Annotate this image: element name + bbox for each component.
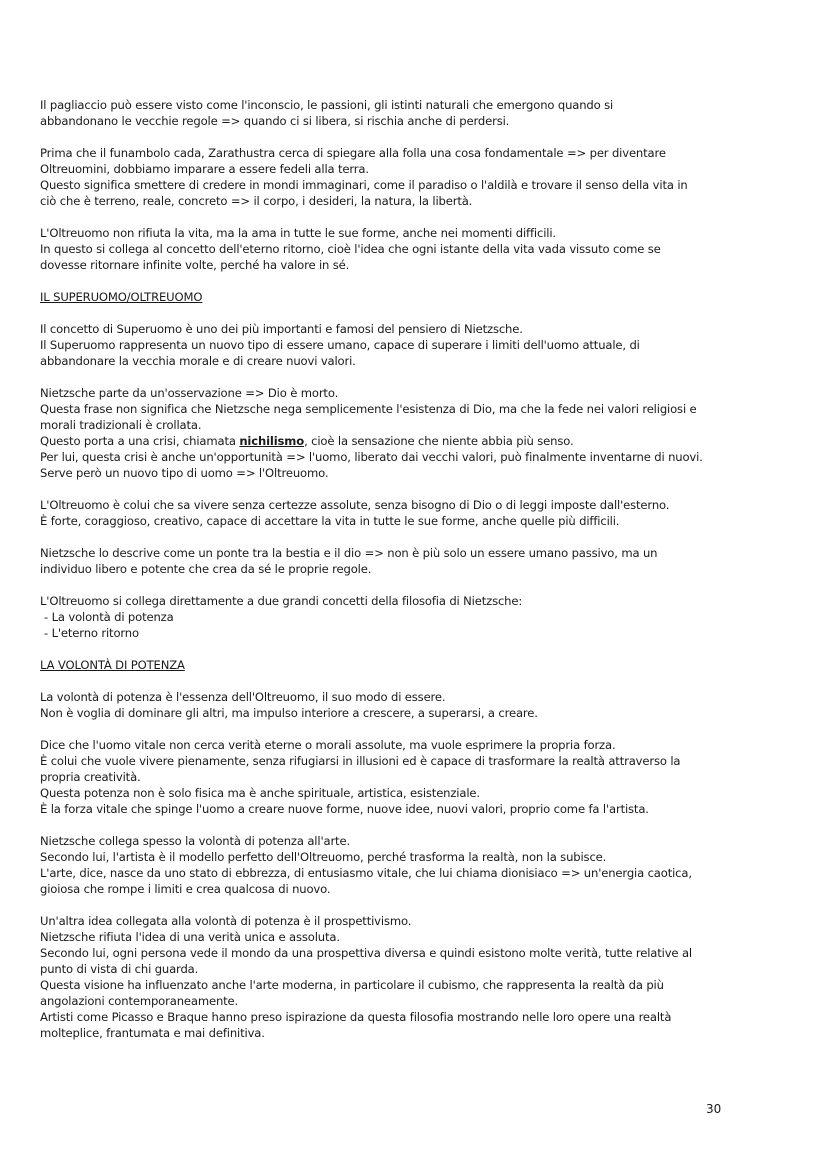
text-line: L'arte, dice, nasce da uno stato di ebbrezza, di entusiasmo vitale, che lui chiama dionisiaco => un'energia caotica, [40,866,692,880]
text-line: gioiosa che rompe i limiti e crea qualcosa di nuovo. [40,882,331,896]
text-line: individuo libero e potente che crea da sé le proprie regole. [40,562,372,576]
paragraph-superuomo-concetto [40,321,796,369]
paragraph-funambolo [40,145,796,209]
text-line: Oltreuomini, dobbiamo imparare a essere fedeli alla terra. [40,162,369,176]
paragraph-pagliaccio [40,97,796,129]
text-line: In questo si collega al concetto dell'eterno ritorno, cioè l'idea che ogni istante della vita vada vissuto come se [40,242,661,256]
paragraph-dio-morto [40,385,796,481]
text-line: Non è voglia di dominare gli altri, ma impulso interiore a crescere, a superarsi, a creare. [40,706,538,720]
concepts-list [40,609,796,641]
text-line: punto di vista di chi guarda. [40,962,199,976]
text-line-nichilismo [40,433,796,449]
text-line: Prima che il funambolo cada, Zarathustra cerca di spiegare alla folla una cosa fondamentale => per diventare [40,146,666,160]
keyword-nichilismo: nichilismo [239,434,305,448]
text-line: Nietzsche collega spesso la volontà di potenza all'arte. [40,834,350,848]
section-heading-volonta-potenza: LA VOLONTÀ DI POTENZA [40,658,185,672]
text-fragment: , cioè la sensazione che niente abbia più senso. [304,434,574,448]
text-line: È la forza vitale che spinge l'uomo a creare nuove forme, nuove idee, nuovi valori, proprio come fa l'artista. [40,802,649,816]
text-fragment: Questo porta a una crisi, chiamata [40,434,240,448]
text-line: Un'altra idea collegata alla volontà di potenza è il prospettivismo. [40,914,412,928]
page-number: 30 [706,1102,722,1116]
paragraph-concetti [40,593,796,641]
text-line: Il Superuomo rappresenta un nuovo tipo di essere umano, capace di superare i limiti dell'uomo attuale, di [40,338,640,352]
text-line: molteplice, frantumata e mai definitiva. [40,1026,265,1040]
paragraph-ponte [40,545,796,577]
paragraph-uomo-vitale [40,737,796,817]
paragraph-prospettivismo [40,913,796,1041]
text-line: L'Oltreuomo è colui che sa vivere senza certezze assolute, senza bisogno di Dio o di leggi imposte dall'esterno. [40,498,670,512]
text-line: propria creatività. [40,770,141,784]
list-item: - L'eterno ritorno [44,626,139,640]
text-line: morali tradizionali è crollata. [40,418,202,432]
text-line: Questa visione ha influenzato anche l'arte moderna, in particolare il cubismo, che rappresenta la realtà da più [40,978,664,992]
page-content [40,97,796,1057]
text-line: L'Oltreuomo si collega direttamente a due grandi concetti della filosofia di Nietzsche: [40,594,523,608]
text-line: abbandonare la vecchia morale e di creare nuovi valori. [40,354,356,368]
paragraph-oltreuomo-vita [40,225,796,273]
section-heading-superuomo: IL SUPERUOMO/OLTREUOMO [40,290,203,304]
text-line: Artisti come Picasso e Braque hanno preso ispirazione da questa filosofia mostrando nelle loro opere una realtà [40,1010,672,1024]
text-line: abbandonano le vecchie regole => quando ci si libera, si rischia anche di perdersi. [40,114,510,128]
text-line: Il concetto di Superuomo è uno dei più importanti e famosi del pensiero di Nietzsche. [40,322,523,336]
text-line: Nietzsche rifiuta l'idea di una verità unica e assoluta. [40,930,340,944]
text-line: È forte, coraggioso, creativo, capace di accettare la vita in tutte le sue forme, anche quelle più difficili. [40,514,620,528]
text-line: Il pagliaccio può essere visto come l'inconscio, le passioni, gli istinti naturali che emergono quando si [40,98,614,112]
text-line: dovesse ritornare infinite volte, perché ha valore in sé. [40,258,350,272]
text-line: Per lui, questa crisi è anche un'opportunità => l'uomo, liberato dai vecchi valori, può finalmente inventarne di nuovi. [40,450,703,464]
paragraph-arte [40,833,796,897]
text-line: Nietzsche lo descrive come un ponte tra la bestia e il dio => non è più solo un essere umano passivo, ma un [40,546,658,560]
text-line: angolazioni contemporaneamente. [40,994,239,1008]
paragraph-oltreuomo-certezze [40,497,796,529]
text-line: L'Oltreuomo non rifiuta la vita, ma la ama in tutte le sue forme, anche nei momenti difficili. [40,226,556,240]
text-line: La volontà di potenza è l'essenza dell'Oltreuomo, il suo modo di essere. [40,690,446,704]
text-line: Secondo lui, ogni persona vede il mondo da una prospettiva diversa e quindi esistono molte verità, tutte relative al [40,946,692,960]
text-line: Secondo lui, l'artista è il modello perfetto dell'Oltreuomo, perché trasforma la realtà, non la subisce. [40,850,607,864]
text-line: Questa frase non significa che Nietzsche nega semplicemente l'esistenza di Dio, ma che la fede nei valori religiosi e [40,402,697,416]
text-line: È colui che vuole vivere pienamente, senza rifugiarsi in illusioni ed è capace di trasformare la realtà attraverso la [40,754,681,768]
text-line: ciò che è terreno, reale, concreto => il corpo, i desideri, la natura, la libertà. [40,194,473,208]
text-line: Questo significa smettere di credere in mondi immaginari, come il paradiso o l'aldilà e trovare il senso della vita in [40,178,688,192]
paragraph-volonta-essenza [40,689,796,721]
text-line: Serve però un nuovo tipo di uomo => l'Oltreuomo. [40,466,329,480]
text-line: Questa potenza non è solo fisica ma è anche spirituale, artistica, esistenziale. [40,786,480,800]
text-line: Nietzsche parte da un'osservazione => Dio è morto. [40,386,339,400]
list-item: - La volontà di potenza [44,610,174,624]
text-line: Dice che l'uomo vitale non cerca verità eterne o morali assolute, ma vuole esprimere la propria forza. [40,738,616,752]
